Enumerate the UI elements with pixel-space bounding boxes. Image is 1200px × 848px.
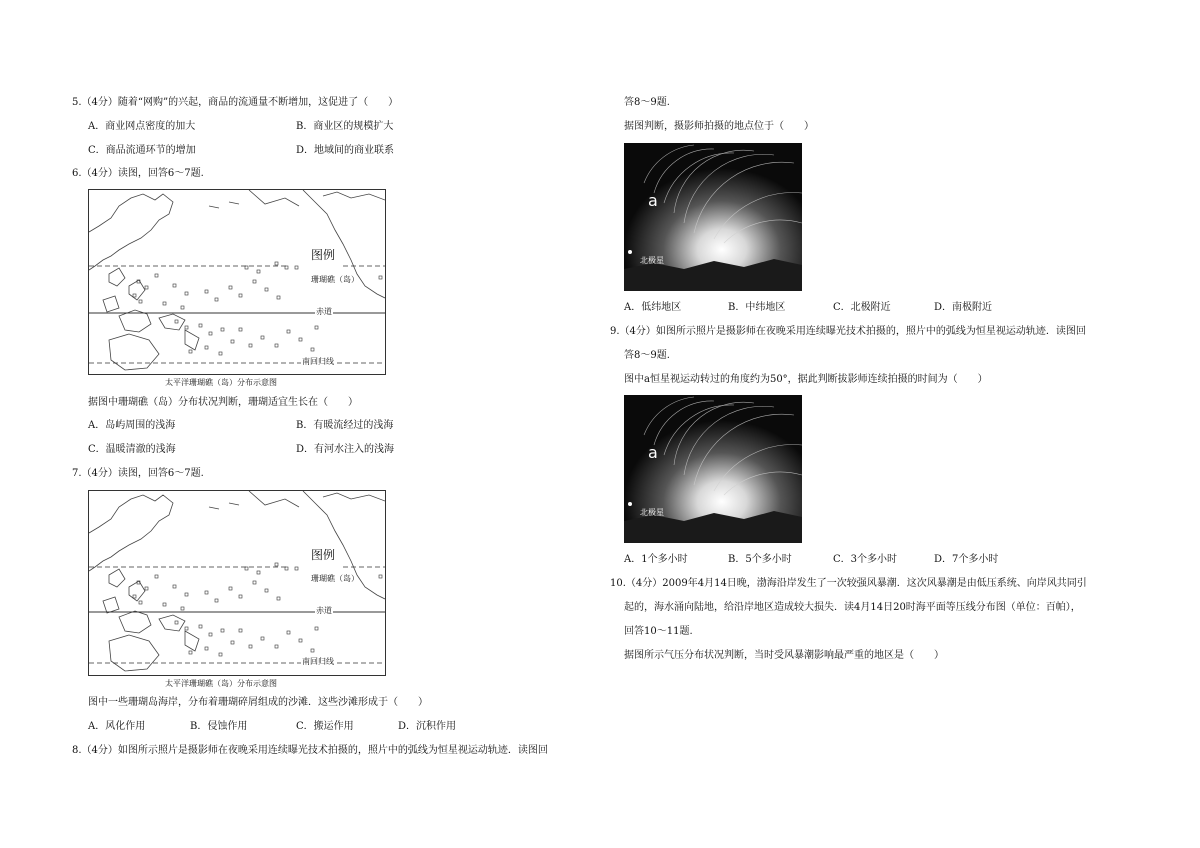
q9-option-a: A．1个多小时 — [624, 554, 688, 565]
star-trail-photo-2 — [624, 395, 802, 543]
q7-option-d: D．沉积作用 — [398, 721, 457, 732]
map2-legend-item: 珊瑚礁（岛） — [311, 574, 359, 583]
q6-option-b: B．有暖流经过的浅海 — [296, 420, 394, 431]
q10-line2: 起的，海水涌向陆地，给沿岸地区造成较大损失．读4月14日20时海平面等压线分布图（单位：百帕）， — [624, 602, 1081, 613]
q10-line1: 10.（4分）2009年4月14日晚，渤海沿岸发生了一次较强风暴潮．这次风暴潮是由低压系统、向岸风共同引 — [610, 578, 1087, 589]
map-caption: 太平洋珊瑚礁（岛）分布示意图 — [165, 378, 277, 387]
map-equator-label: 赤道 — [316, 307, 332, 316]
pacific-coral-map — [88, 189, 386, 375]
q10-question: 据图所示气压分布状况判断，当时受风暴潮影响最严重的地区是（ ） — [624, 650, 944, 661]
photo2-polaris-label: 北极星 — [640, 508, 664, 517]
map2-caption: 太平洋珊瑚礁（岛）分布示意图 — [165, 679, 277, 688]
q9-option-c: C．3个多小时 — [833, 554, 898, 565]
q7-option-a: A．风化作用 — [88, 721, 146, 732]
map2-equator-label: 赤道 — [316, 606, 332, 615]
q8-option-d: D．南极附近 — [934, 302, 993, 313]
q9-option-d: D．7个多小时 — [934, 554, 999, 565]
q9-stem-cont: 答8～9题. — [624, 350, 670, 361]
q6-option-a: A．岛屿周围的浅海 — [88, 420, 176, 431]
q5-option-d: D．地域间的商业联系 — [296, 145, 395, 156]
q5-option-c: C．商品流通环节的增加 — [88, 145, 196, 156]
map-legend-title: 图例 — [311, 248, 336, 262]
q6-question: 据图中珊瑚礁（岛）分布状况判断，珊瑚适宜生长在（ ） — [88, 397, 358, 408]
q7-question: 图中一些珊瑚岛海岸，分布着珊瑚碎屑组成的沙滩．这些沙滩形成于（ ） — [88, 697, 428, 708]
q7-option-c: C．搬运作用 — [296, 721, 354, 732]
q8-option-b: B．中纬地区 — [728, 302, 786, 313]
q5-option-a: A．商业网点密度的加大 — [88, 121, 196, 132]
q8-option-c: C．北极附近 — [833, 302, 891, 313]
star-trail-drawing-2 — [624, 395, 802, 543]
q9-option-b: B．5个多小时 — [728, 554, 792, 565]
q8-stem: 8.（4分）如图所示照片是摄影师在夜晚采用连续曝光技术拍摄的，照片中的弧线为恒星视运动轨迹．读图回 — [72, 745, 548, 756]
q7-stem: 7.（4分）读图，回答6～7题. — [72, 468, 204, 479]
q8-stem-cont: 答8～9题. — [624, 97, 670, 108]
q9-question: 图中a恒星视运动转过的角度约为50°，据此判断拔影师连续拍摄的时间为（ ） — [624, 374, 988, 385]
star-trail-drawing — [624, 143, 802, 291]
pacific-coral-map-2 — [88, 490, 386, 676]
photo2-label-a: a — [648, 443, 658, 462]
photo-label-a: a — [648, 191, 658, 210]
map-legend-item: 珊瑚礁（岛） — [311, 275, 359, 284]
photo-polaris-label: 北极星 — [640, 256, 664, 265]
map2-legend-title: 图例 — [311, 548, 336, 562]
star-trail-photo — [624, 143, 802, 291]
q8-option-a: A．低纬地区 — [624, 302, 682, 313]
q9-stem: 9.（4分）如图所示照片是摄影师在夜晚采用连续曝光技术拍摄的，照片中的弧线为恒星视运动轨迹．读图回 — [610, 326, 1086, 337]
map-tropic-label: 南回归线 — [302, 357, 334, 366]
q7-option-b: B．侵蚀作用 — [190, 721, 248, 732]
map2-tropic-label: 南回归线 — [302, 657, 334, 666]
q6-option-c: C．温暖清澈的浅海 — [88, 444, 176, 455]
q5-stem: 5.（4分）随着“网购”的兴起，商品的流通量不断增加，这促进了（ ） — [72, 97, 399, 108]
q6-stem: 6.（4分）读图，回答6～7题. — [72, 168, 204, 179]
q5-option-b: B．商业区的规模扩大 — [296, 121, 394, 132]
q10-line3: 回答10～11题. — [624, 626, 693, 637]
q6-option-d: D．有河水注入的浅海 — [296, 444, 395, 455]
q8-question: 据图判断，摄影师拍摄的地点位于（ ） — [624, 121, 814, 132]
